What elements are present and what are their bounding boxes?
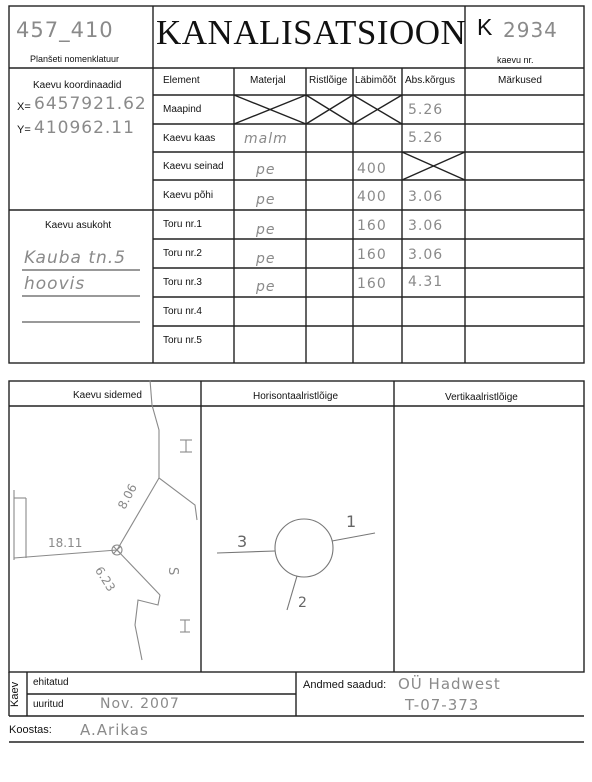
form-title: KANALISATSIOON — [156, 13, 467, 52]
row-element: Toru nr.2 — [163, 248, 202, 259]
row-material: pe — [256, 192, 276, 208]
row-element: Kaevu põhi — [163, 190, 214, 201]
x-prefix: X= — [17, 101, 31, 113]
author-value: A.Arikas — [80, 721, 149, 739]
row-element: Toru nr.3 — [163, 277, 202, 288]
row-element: Maapind — [163, 104, 202, 115]
row-element: Kaevu kaas — [163, 133, 216, 144]
row-abs-height: 3.06 — [408, 189, 444, 205]
row-diameter: 160 — [357, 218, 387, 234]
col-header-diameter: Läbimõõt — [355, 75, 397, 86]
row-material: malm — [244, 131, 288, 147]
surveyed-value: Nov. 2007 — [100, 696, 180, 712]
distance-down-label: 6.23 — [92, 564, 119, 595]
col-header-remarks: Märkused — [498, 75, 542, 86]
col-header-material: Materjal — [250, 75, 286, 86]
data-from-company: OÜ Hadwest — [398, 675, 501, 693]
row-material: pe — [256, 251, 276, 267]
connections-header: Kaevu sidemed — [73, 390, 142, 401]
pipe-label-1: 1 — [346, 512, 358, 531]
row-diameter: 400 — [357, 189, 387, 205]
row-diameter: 160 — [357, 247, 387, 263]
mark-s: S — [165, 567, 180, 577]
x-coordinate: 6457921.62 — [34, 94, 147, 114]
vertical-section-header: Vertikaalristlõige — [445, 392, 518, 403]
location-line2: hoovis — [24, 274, 86, 294]
connections-sketch — [14, 380, 197, 660]
row-material: pe — [256, 279, 276, 295]
row-abs-height: 5.26 — [408, 130, 444, 146]
row-element: Kaevu seinad — [163, 161, 224, 172]
location-line1: Kauba tn.5 — [24, 248, 127, 268]
distance-up-label: 8.06 — [115, 481, 140, 512]
row-diameter: 400 — [357, 161, 387, 177]
data-from-label: Andmed saadud: — [303, 679, 387, 691]
distance-left-label: 18.11 — [48, 536, 83, 550]
pipe-label-2: 2 — [298, 595, 308, 611]
coordinates-label: Kaevu koordinaadid — [33, 80, 122, 91]
row-element: Toru nr.4 — [163, 306, 202, 317]
col-header-abs-height: Abs.kõrgus — [405, 75, 456, 86]
row-abs-height: 3.06 — [408, 218, 444, 234]
y-prefix: Y= — [17, 124, 31, 136]
nomenclature-value: 457_410 — [16, 18, 114, 42]
horizontal-section-header: Horisontaalristlõige — [253, 391, 339, 402]
row-abs-height: 5.26 — [408, 102, 444, 118]
row-abs-height: 4.31 — [408, 274, 444, 290]
author-label: Koostas: — [9, 724, 52, 736]
row-abs-height: 3.06 — [408, 247, 444, 263]
y-coordinate: 410962.11 — [34, 118, 135, 138]
col-header-cross-section: Ristlõige — [309, 75, 348, 86]
manhole-number-label: kaevu nr. — [497, 55, 534, 65]
data-from-reference: T-07-373 — [405, 696, 480, 714]
row-material: pe — [256, 162, 276, 178]
col-header-element: Element — [163, 75, 200, 86]
row-diameter: 160 — [357, 276, 387, 292]
pipe-label-3: 3 — [237, 532, 249, 551]
k-prefix: K — [477, 14, 493, 40]
row-material: pe — [256, 222, 276, 238]
row-element: Toru nr.1 — [163, 219, 202, 230]
surveyed-label: uuritud — [33, 699, 64, 710]
built-label: ehitatud — [33, 677, 69, 688]
row-element: Toru nr.5 — [163, 335, 202, 346]
location-label: Kaevu asukoht — [45, 220, 112, 231]
kaev-label: Kaev — [9, 681, 21, 707]
manhole-number: 2934 — [503, 18, 558, 42]
nomenclature-label: Planšeti nomenklatuur — [30, 54, 120, 64]
